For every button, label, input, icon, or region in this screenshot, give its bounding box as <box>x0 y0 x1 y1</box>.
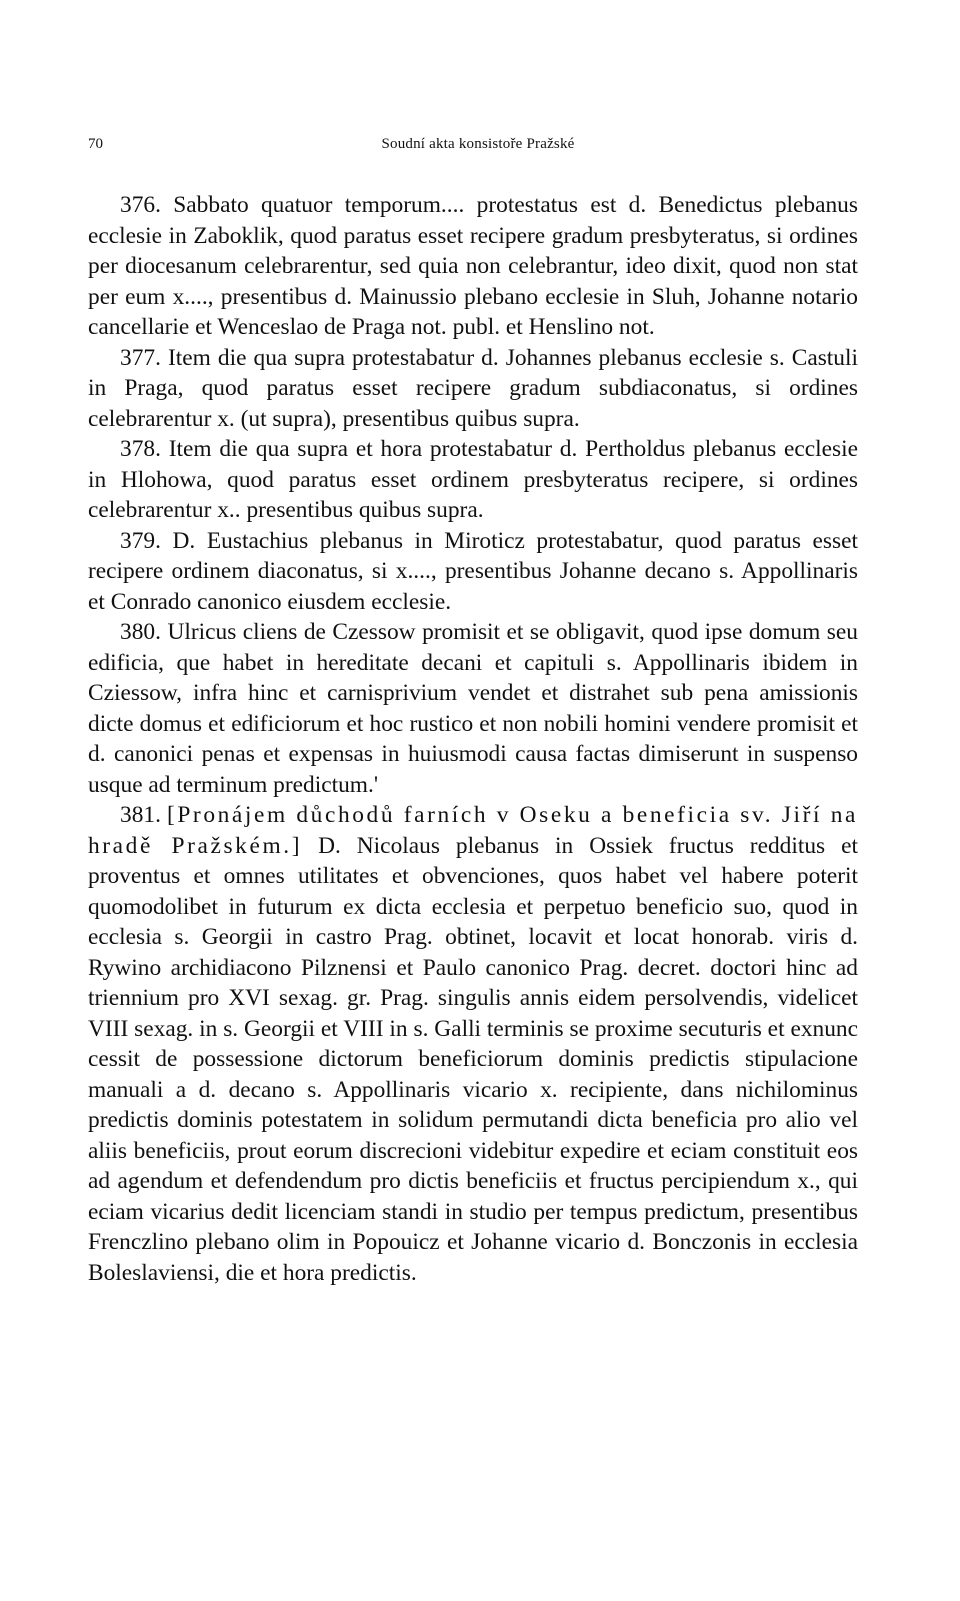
entry-text: D. Nicolaus plebanus in Ossiek fructus redditus et proventus et omnes utilitates et obvenciones, quos habet vel habere poterit quomodolibet in futurum ex dicta ecclesia et perpetuo beneficio suo, quod in ecclesia s. Georgii in castro Prag. obtinet, locavit et locat honorab. viris d. Rywino archidiacono Pilznensi et Paulo canonico Prag. decret. doctori hinc ad triennium pro XVI sexag. gr. Prag. singulis annis eidem persolvendis, videlicet VIII sexag. in s. Georgii et VIII in s. Galli terminis se proxime secuturis et exnunc cessit de possessione dictorum beneficiorum dominis predictis stipulacione manuali a d. decano s. Appollinaris vicario x. recipiente, dans nichilominus predictis dominis potestatem in solidum permutandi dicta beneficia pro alio vel aliis beneficiis, prout eorum discrecioni videbitur expedire et eciam constituit eos ad agendum et defendendum pro dictis beneficiis et fructus percipiendum x., qui eciam vicarius dedit licenciam standi in studio per tempus predictum, presentibus Frenczlino plebano olim in Popouicz et Johanne vicario d. Bonczonis in ecclesia Boleslaviensi, die et hora predictis. <box>88 832 858 1286</box>
entry-text: Item die qua supra protestabatur d. Johannes plebanus ecclesie s. Castuli in Praga, quod paratus esset recipere gradum subdiaconatus, si ordines celebrarentur x. (ut supra), presentibus quibus supra. <box>88 344 858 432</box>
entry-text: Item die qua supra et hora protestabatur d. Pertholdus plebanus ecclesie in Hlohowa, quod paratus esset ordinem presbyteratus recipere, si ordines celebrarentur x.. presentibus quibus supra. <box>88 436 858 523</box>
running-title: Soudní akta konsistoře Pražské <box>381 136 575 152</box>
entry-text: Ulricus cliens de Czessow promisit et se obligavit, quod ipse domum seu edificia, que habet in hereditate decani et capituli s. Appollinaris ibidem in Cziessow, infra hinc et carnisprivium vendet et distrahet sub pena amissionis dicte domus et edificiorum et hoc rustico et non nobili homini vendere promisit et d. canonici penas et expensas in huiusmodi causa factas dimiserunt in suspenso usque ad terminum predictum.' <box>88 619 858 798</box>
entry-text: Sabbato quatuor temporum.... protestatus est d. Benedictus plebanus ecclesie in Zaboklik, quod paratus esset recipere gradum presbyteratus, si ordines per diocesanum celebrarentur, sed quia non celebrantur, ideo dixit, quod non stat per eum x...., presentibus d. Mainussio plebano ecclesie in Sluh, Johanne notario cancellarie et Wenceslao de Praga not. publ. et Henslino not. <box>88 192 858 340</box>
entry-number: 381. <box>120 802 161 828</box>
entry-text: D. Eustachius plebanus in Miroticz protestabatur, quod paratus esset recipere ordinem diaconatus, si x...., presentibus Johanne decano s. Appollinaris et Conrado canonico eiusdem ecclesie. <box>88 527 858 615</box>
entry-378 <box>88 434 858 526</box>
page-header <box>88 136 868 158</box>
entry-number: 376. <box>120 192 161 218</box>
entry-380 <box>88 617 858 800</box>
entry-number: 379. <box>120 527 161 554</box>
entry-379 <box>88 526 858 618</box>
entry-381 <box>88 800 858 1288</box>
entry-number: 377. <box>120 344 161 371</box>
entry-377 <box>88 343 858 435</box>
page-number: 70 <box>88 136 103 152</box>
entry-regest: [Pronájem důchodů farních v Oseku a beneficia sv. Jiří na hradě Pražském.] <box>88 802 858 859</box>
entry-number: 380. <box>120 619 161 645</box>
document-body <box>88 190 858 1288</box>
entry-376 <box>88 190 858 343</box>
entry-number: 378. <box>120 436 161 462</box>
